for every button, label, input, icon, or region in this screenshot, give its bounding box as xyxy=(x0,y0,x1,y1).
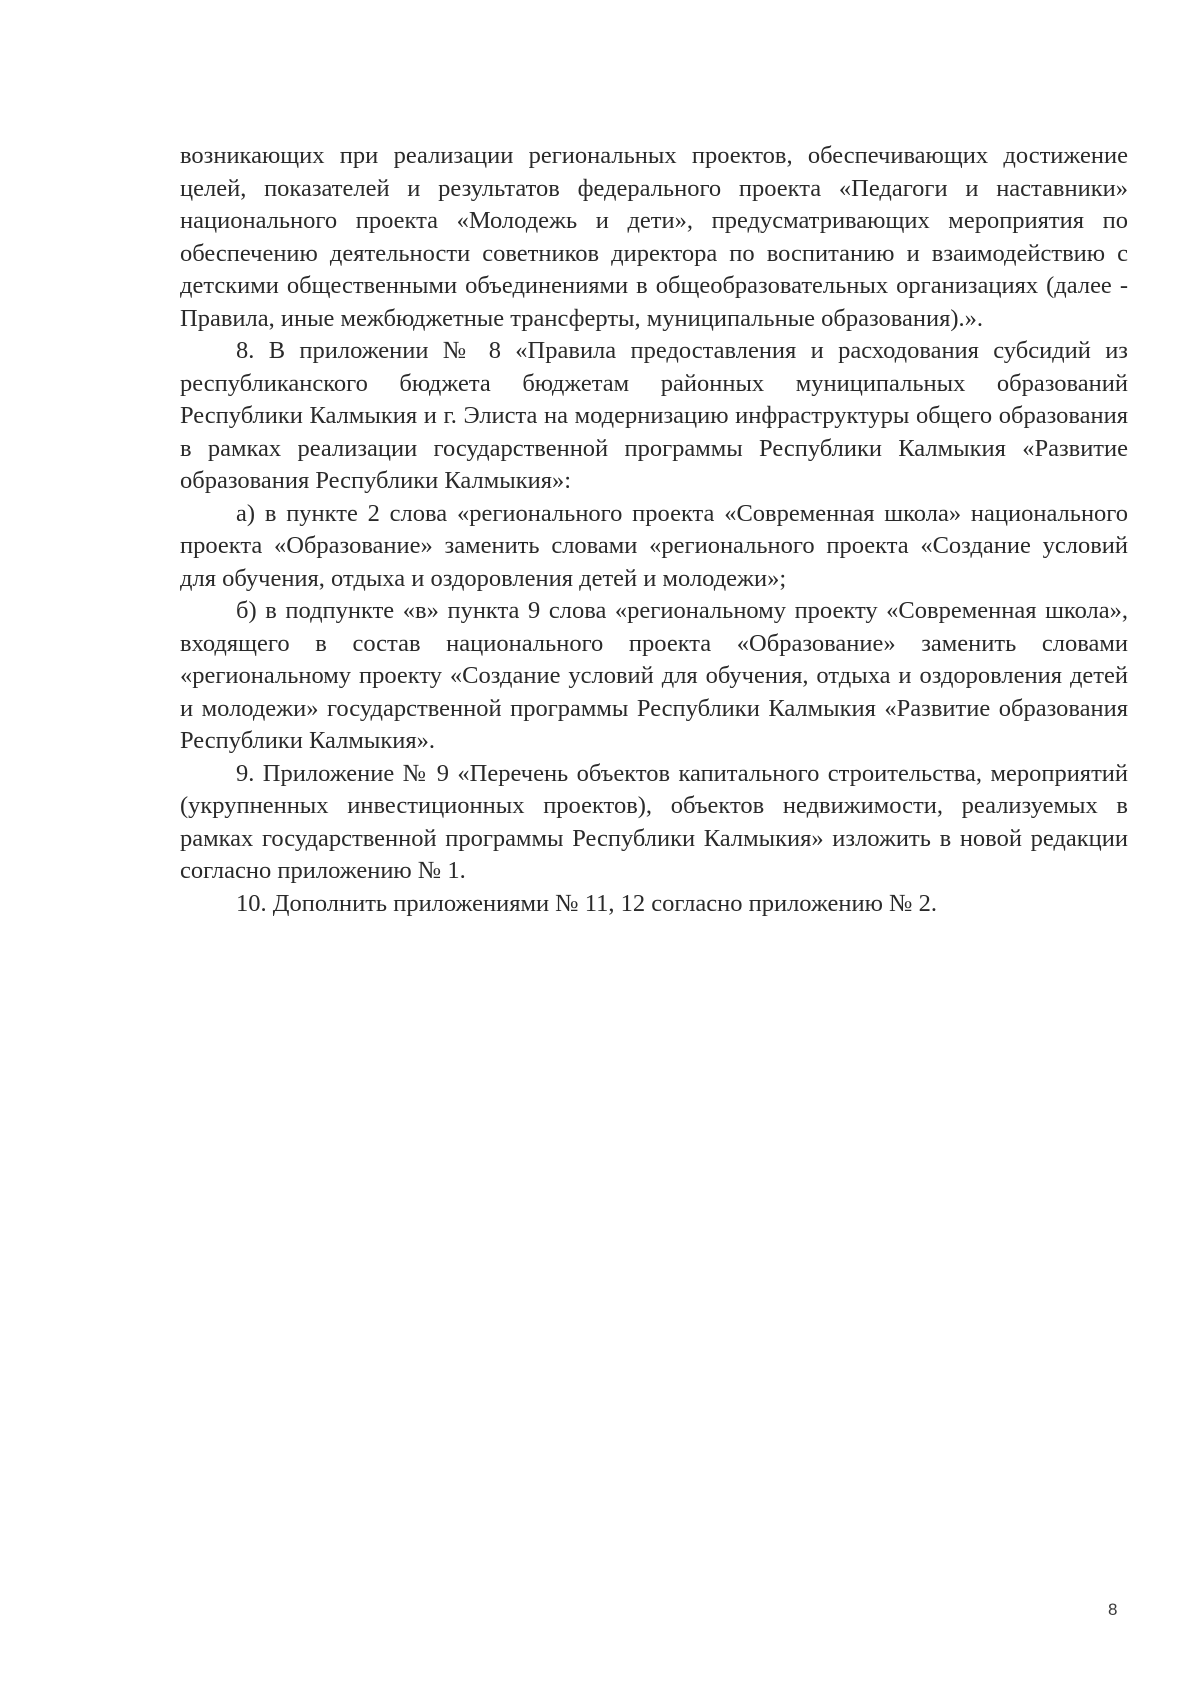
paragraph-item-8: 8. В приложении № 8 «Правила предоставления и расходования субсидий из республиканского бюджета бюджетам районных муниципальных образований Республики Калмыкия и г. Элиста на модернизацию инфраструктуры общего образования в рамках реализации государственной программы Республики Калмыкия «Развитие образования Республики Калмыкия»: xyxy=(180,337,1128,494)
paragraph-subitem-b: б) в подпункте «в» пункта 9 слова «региональному проекту «Современная школа», входящего в состав национального проекта «Образование» заменить словами «региональному проекту «Создание условий для обучения, отдыха и оздоровления детей и молодежи» государственной программы Республики Калмыкия «Развитие образования Республики Калмыкия». xyxy=(180,597,1128,754)
paragraph-item-10: 10. Дополнить приложениями № 11, 12 согласно приложению № 2. xyxy=(236,889,937,917)
paragraph-subitem-a: а) в пункте 2 слова «регионального проекта «Современная школа» национального проекта «Образование» заменить словами «регионального проекта «Создание условий для обучения, отдыха и оздоровления детей и молодежи»; xyxy=(180,499,1128,592)
paragraph-continuation: возникающих при реализации региональных проектов, обеспечивающих достижение целей, показателей и результатов федерального проекта «Педагоги и наставники» национального проекта «Молодежь и дети», предусматривающих мероприятия по обеспечению деятельности советников директора по воспитанию и взаимодействию с детскими общественными объединениями в общеобразовательных организациях (далее - Правила, иные межбюджетные трансферты, муниципальные образования).». xyxy=(180,142,1128,332)
page-number: 8 xyxy=(1108,1600,1118,1619)
document-body xyxy=(180,140,1128,920)
paragraph-item-9: 9. Приложение № 9 «Перечень объектов капитального строительства, мероприятий (укрупненных инвестиционных проектов), объектов недвижимости, реализуемых в рамках государственной программы Республики Калмыкия» изложить в новой редакции согласно приложению № 1. xyxy=(180,759,1128,884)
